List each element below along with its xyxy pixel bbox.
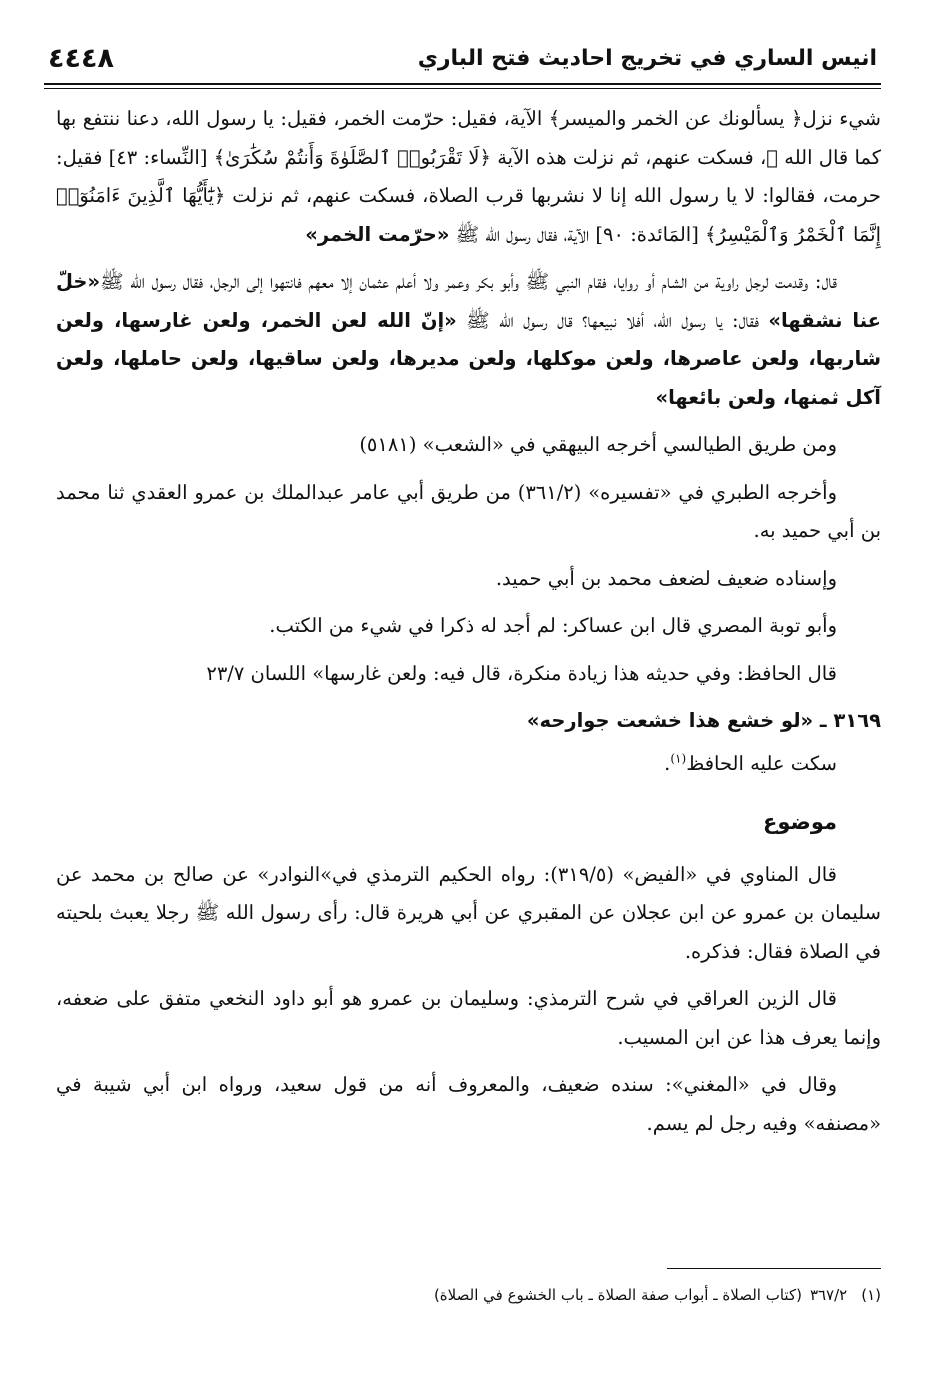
page-body	[56, 100, 881, 1152]
hadith-quote: «إنّ الله لعن الخمر، ولعن غارسها، ولعن شاربها، ولعن عاصرها، ولعن موكلها، ولعن مديرها، ولعن ساقيها، ولعن حاملها، ولعن آكل ثمنها، ولعن بائعها»	[56, 308, 881, 409]
page-header	[48, 36, 877, 80]
header-rule	[44, 83, 881, 85]
paragraph-silence-note: سكت عليه الحافظ$^{(١)}$.	[664, 751, 837, 775]
hadith-number: ٣١٦٩ ـ	[819, 709, 881, 732]
quran-verse: ﴿يَٰٓأَيُّهَا ٱلَّذِينَ ءَامَنُوٓا۟ إِنَّمَا ٱلْخَمْرُ وَٱلْمَيْسِرُ﴾	[56, 184, 881, 246]
page-number: ٤٤٤٨	[48, 42, 114, 74]
footnote-marker: (١)	[861, 1286, 881, 1304]
footnotes	[56, 1282, 881, 1308]
footnote-rule	[667, 1268, 881, 1269]
hadith-grade: موضوع	[763, 810, 837, 834]
paragraph-iraqi: قال الزين العراقي في شرح الترمذي: وسليمان بن عمرو هو أبو داود النخعي متفق على ضعفه، وإنما يعرف هذا عن ابن المسيب.	[56, 987, 881, 1049]
footnote-text: (كتاب الصلاة ـ أبواب صفة الصلاة ـ باب الخشوع في الصلاة)	[433, 1286, 802, 1304]
quran-verse: ﴿لَا تَقْرَبُوا۟ ٱلصَّلَوٰةَ وَأَنتُمْ سُكَٰرَىٰ﴾	[213, 145, 491, 169]
hadith-quote: «خلّ عنا نشقها»	[56, 270, 881, 332]
paragraph-munawi: قال المناوي في «الفيض» (٣١٩/٥): رواه الحكيم الترمذي في»النوادر» عن صالح بن محمد عن سليمان بن عمرو عن ابن عجلان عن المقبري عن أبي هريرة قال: رأى رسول الله ﷺ رجلا يعبث بلحيته في الصلاة فقال: فذكره.	[56, 862, 881, 963]
paragraph-mughni: وقال في «المغني»: سنده ضعيف، والمعروف أنه من قول سعيد، ورواه ابن أبي شيبة في «مصنفه» وفيه رجل لم يسم.	[56, 1073, 881, 1135]
paragraph-takhrij-tabari: وأخرجه الطبري في «تفسيره» (٣٦١/٢) من طريق أبي عامر عبدالملك بن عمرو العقدي ثنا محمد بن أبي حميد به.	[56, 480, 881, 542]
hadith-quote: «حرّمت الخمر»	[305, 222, 450, 246]
footnote-ref: ٣٦٧/٢	[809, 1286, 848, 1304]
footnote-reference[interactable]: (١)	[670, 751, 687, 765]
hadith-heading	[56, 702, 881, 741]
paragraph-narration: قال: وقدمت لرجل راوية من الشام أو روايا، فقام النبي ﷺ وأبو بكر وعمر ولا أعلم عثمان إلا معهم فانتهوا إلى الرجل، فقال رسول الله ﷺ«خلّ عنا نشقها» فقال: يا رسول الله، أفلا نبيعها؟ قال رسول الله ﷺ «إنّ الله لعن الخمر، ولعن غارسها، ولعن شاربها، ولعن عاصرها، ولعن موكلها، ولعن مديرها، ولعن ساقيها، ولعن حاملها، ولعن آكل ثمنها، ولعن بائعها»	[56, 270, 881, 409]
running-title: انيس الساري في تخريج احاديث فتح الباري	[417, 45, 877, 71]
paragraph-isnad-grade: وإسناده ضعيف لضعف محمد بن أبي حميد.	[495, 566, 837, 590]
header-rule-thin	[44, 88, 881, 89]
hadith-text: «لو خشع هذا خشعت جوارحه»	[526, 709, 814, 732]
paragraph-quran-revelation: شيء نزل﴿ يسألونك عن الخمر والميسر﴾ الآية، فقيل: حرّمت الخمر، فقيل: يا رسول الله، دعنا ننتفع بها كما قال الله ﷻ، فسكت عنهم، ثم نزلت هذه الآية ﴿لَا تَقْرَبُوا۟ ٱلصَّلَوٰةَ وَأَنتُمْ سُكَٰرَىٰ﴾ [النِّساء: ٤٣] فقيل: حرمت، فقالوا: لا يا رسول الله إنا لا نشربها قرب الصلاة، فسكت عنهم، ثم نزلت ﴿يَٰٓأَيُّهَا ٱلَّذِينَ ءَامَنُوٓا۟ إِنَّمَا ٱلْخَمْرُ وَٱلْمَيْسِرُ﴾ [المَائدة: ٩٠] الآية، فقال رسول الله ﷺ «حرّمت الخمر»	[56, 107, 881, 246]
footnote-item	[56, 1282, 881, 1308]
paragraph-hafiz-note: قال الحافظ: وفي حديثه هذا زيادة منكرة، قال فيه: ولعن غارسها» اللسان ٢٣/٧	[206, 661, 837, 685]
paragraph-takhrij-bayhaqi: ومن طريق الطيالسي أخرجه البيهقي في «الشعب» (٥١٨١)	[359, 433, 837, 456]
paragraph-narrator-note: وأبو توبة المصري قال ابن عساكر: لم أجد له ذكرا في شيء من الكتب.	[269, 614, 837, 637]
